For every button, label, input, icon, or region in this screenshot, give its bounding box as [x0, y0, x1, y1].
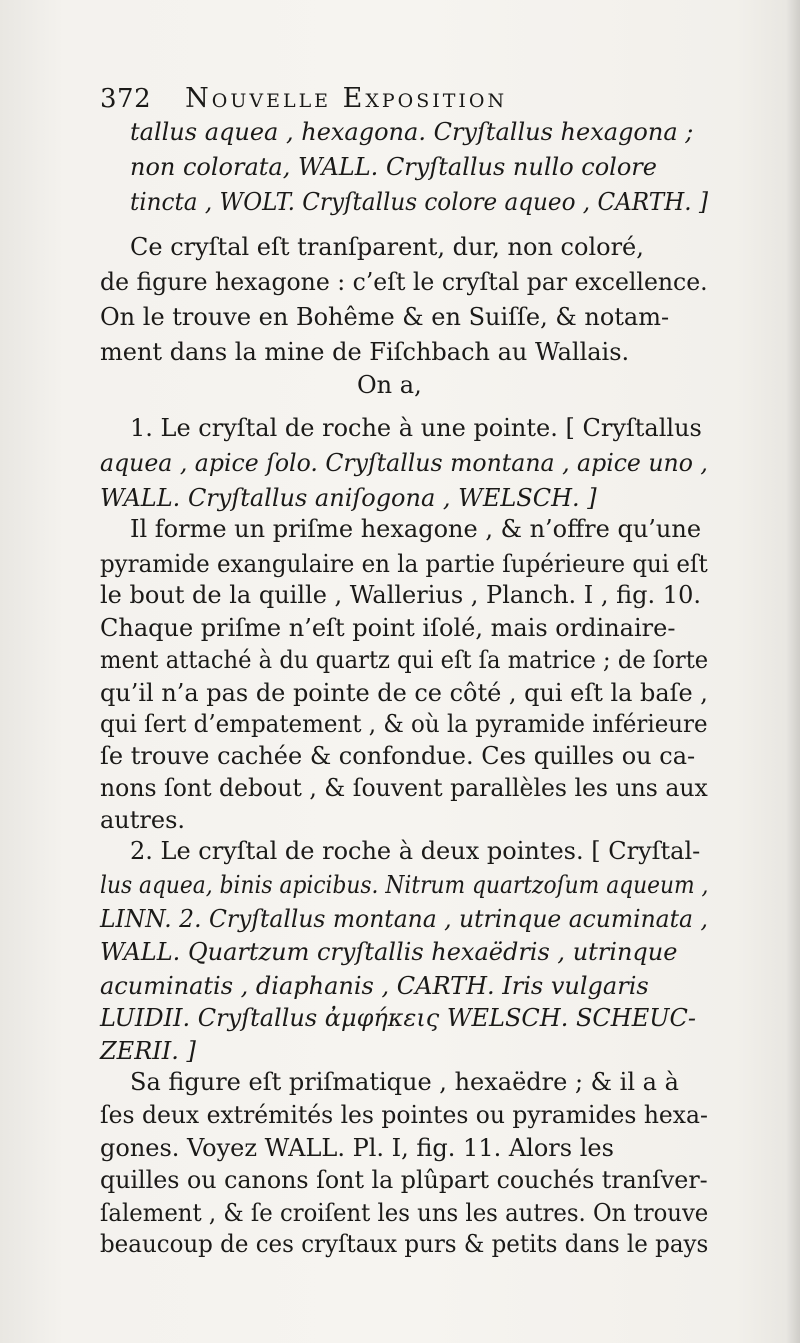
text-line: ZERII. ] — [100, 1037, 196, 1065]
text-line: On le trouve en Bohême & en Suiſſe, & notam- — [100, 303, 670, 331]
text-line: aquea , apice ſolo. Cryſtallus montana , apice uno , — [100, 449, 708, 477]
text-line: 2. Le cryſtal de roche à deux pointes. [ Cryſtal- — [130, 837, 701, 865]
text-line: LINN. 2. Cryſtallus montana , utrinque acuminata , — [100, 905, 708, 933]
text-line: autres. — [100, 806, 186, 834]
text-line: On a, — [357, 371, 422, 399]
text-line: ſalement , & ſe croiſent les uns les autres. On trouve — [100, 1199, 709, 1227]
text-line: tincta , WOLT. Cryſtallus colore aqueo , CARTH. ] — [130, 188, 708, 216]
text-line: beaucoup de ces cryſtaux purs & petits dans le pays — [100, 1230, 709, 1258]
text-line: de figure hexagone : c’eſt le cryſtal par excellence. — [100, 268, 708, 296]
text-line: ſe trouve cachée & confondue. Ces quilles ou ca- — [100, 742, 696, 770]
text-line: quilles ou canons ſont la plûpart couchés tranſver- — [100, 1166, 708, 1194]
running-title: Nouvelle Exposition — [185, 83, 508, 114]
text-line: nons ſont debout , & ſouvent parallèles les uns aux — [100, 774, 708, 802]
text-line: qu’il n’a pas de pointe de ce côté , qui eſt la baſe , — [100, 679, 708, 707]
text-line: pyramide exangulaire en la partie ſupérieure qui eſt — [100, 550, 708, 578]
text-line: gones. Voyez WALL. Pl. I, fig. 11. Alors les — [100, 1134, 614, 1162]
text-line: Sa figure eſt priſmatique , hexaëdre ; & il a à — [130, 1068, 679, 1096]
text-line: non colorata, WALL. Cryſtallus nullo colore — [130, 153, 657, 181]
text-line: LUIDII. Cryſtallus ἀμφήκεις WELSCH. SCHEUC- — [100, 1004, 696, 1032]
text-line: lus aquea, binis apicibus. Nitrum quartzoſum aqueum , — [100, 871, 709, 899]
text-line: tallus aquea , hexagona. Cryſtallus hexagona ; — [130, 118, 694, 146]
text-line: WALL. Cryſtallus aniſogona , WELSCH. ] — [100, 484, 597, 512]
text-line: Chaque priſme n’eſt point iſolé, mais ordinaire- — [100, 614, 676, 642]
text-line: ment attaché à du quartz qui eſt ſa matrice ; de ſorte — [100, 646, 709, 674]
text-line: le bout de la quille , Wallerius , Planch. I , fig. 10. — [100, 581, 701, 609]
page-number: 372 — [100, 84, 152, 114]
text-line: Il forme un priſme hexagone , & n’offre qu’une — [130, 515, 702, 543]
text-line: qui ſert d’empatement , & où la pyramide inférieure — [100, 710, 708, 738]
text-line: 1. Le cryſtal de roche à une pointe. [ Cryſtallus — [130, 414, 702, 442]
text-line: ſes deux extrémités les pointes ou pyramides hexa- — [100, 1101, 708, 1129]
text-line: ment dans la mine de Fiſchbach au Wallais. — [100, 338, 630, 366]
text-line: acuminatis , diaphanis , CARTH. Iris vulgaris — [100, 972, 649, 1000]
running-header — [100, 82, 507, 116]
text-line: Ce cryſtal eſt tranſparent, dur, non coloré, — [130, 233, 644, 261]
text-line: WALL. Quartzum cryſtallis hexaëdris , utrinque — [100, 938, 678, 966]
